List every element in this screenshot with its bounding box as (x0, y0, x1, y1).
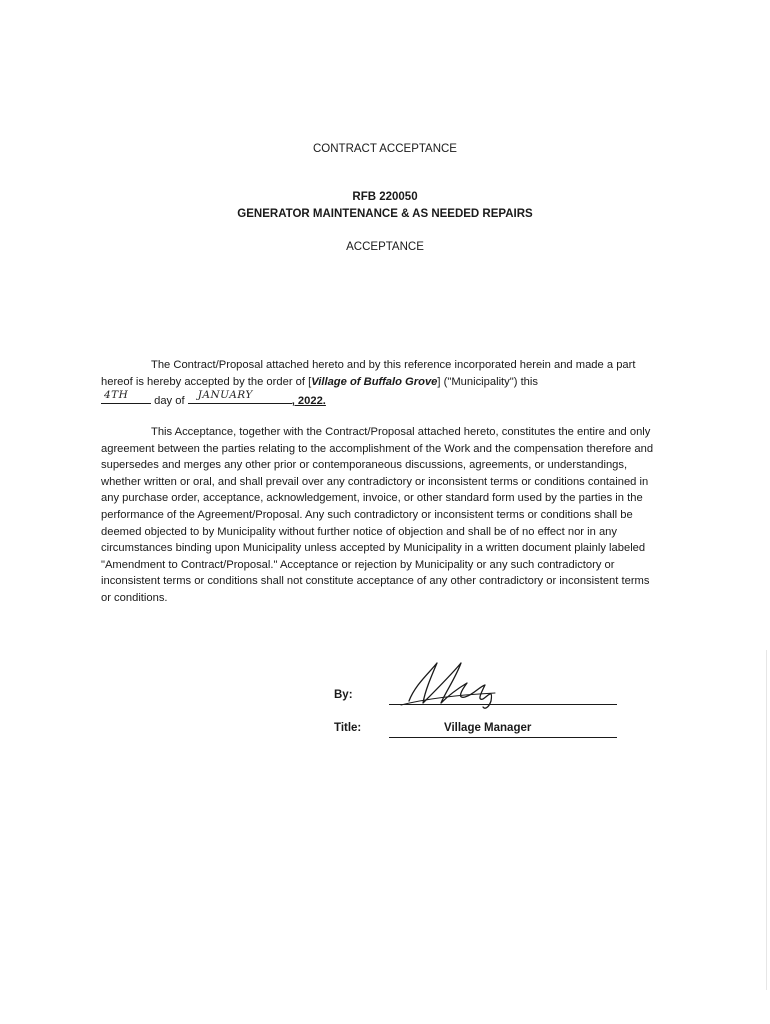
acceptance-paragraph (101, 357, 661, 410)
day-fill-line (101, 390, 151, 404)
rfb-subject: GENERATOR MAINTENANCE & AS NEEDED REPAIRS (237, 208, 533, 220)
day-handwritten: 4TH (104, 389, 129, 402)
year-text: , 2022. (291, 395, 326, 408)
day-of-label: day of (154, 395, 185, 408)
acceptance-text-part2: ] ("Municipality") this (437, 375, 538, 388)
month-fill-line (188, 390, 292, 404)
by-label: By: (334, 689, 353, 701)
section-heading: ACCEPTANCE (346, 241, 424, 253)
municipality-name: Village of Buffalo Grove (311, 375, 438, 388)
month-handwritten: JANUARY (197, 389, 253, 402)
rfb-number: RFB 220050 (352, 191, 418, 203)
document-title: CONTRACT ACCEPTANCE (313, 143, 457, 155)
title-line (389, 737, 617, 738)
handwritten-signature (395, 655, 510, 713)
acceptance-text-part1: The Contract/Proposal attached hereto and by this reference incorporated herein and made a part hereof is hereby accepted by the order of [ (101, 359, 636, 388)
terms-text: This Acceptance, together with the Contract/Proposal attached hereto, constitutes the entire and only agreement between the parties relating to the accomplishment of the Work and the compensation therefore and supersedes and merges any other prior or contemporaneous discussions, agreements, or understandings, whether written or oral, and shall prevail over any contradictory or inconsistent terms or conditions contained in any purchase order, acceptance, acknowledgement, invoice, or other standard form used by the parties in the performance of the Agreement/Proposal. Any such contradictory or inconsistent terms or conditions shall be deemed objected to by Municipality without further notice of objection and shall be of no effect nor in any circumstances binding upon Municipality unless accepted by Municipality in a written document plainly labeled "Amendment to Contract/Proposal." Acceptance or rejection by Municipality or any such contradictory or inconsistent terms or conditions shall not constitute acceptance of any other contradictory or inconsistent terms or conditions. (101, 426, 654, 604)
scan-edge-line (766, 650, 767, 990)
title-value: Village Manager (444, 722, 532, 734)
title-label: Title: (334, 722, 362, 734)
terms-paragraph (101, 424, 661, 607)
